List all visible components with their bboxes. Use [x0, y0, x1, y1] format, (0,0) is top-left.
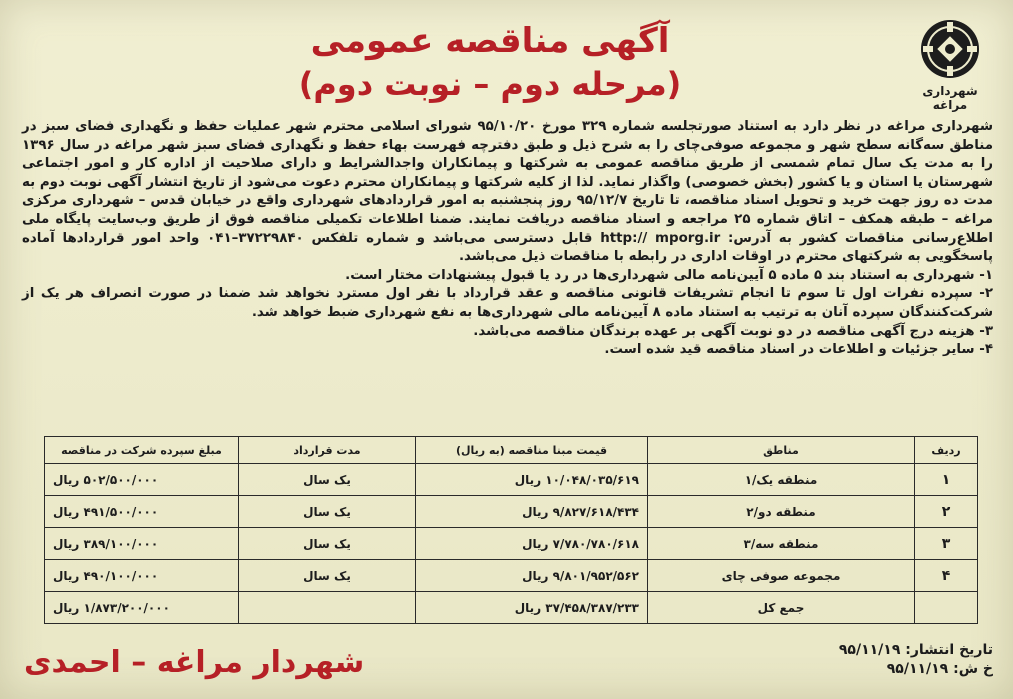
logo-caption: شهرداری مراغه — [922, 84, 978, 112]
header-price: قیمت مبنا مناقصه (به ریال) — [416, 437, 648, 464]
table-row — [45, 528, 978, 560]
cell-area: منطقه دو/۲ — [648, 496, 915, 528]
cell-area: مجموعه صوفی چای — [648, 560, 915, 592]
cell-deposit: ۴۹۰/۱۰۰/۰۰۰ ریال — [45, 560, 239, 592]
cell-idx-empty — [915, 592, 978, 624]
municipality-logo — [905, 18, 995, 113]
header-duration: مدت قرارداد — [239, 437, 416, 464]
cell-idx: ۳ — [915, 528, 978, 560]
notice-title: آگهی مناقصه عمومی — [310, 21, 670, 61]
intro-paragraph: شهرداری مراغه در نظر دارد به استناد صورتجلسه شماره ۳۲۹ مورخ ۹۵/۱۰/۲۰ شورای اسلامی محترم شهر عملیات حفظ و نگهداری فضای سبز در مناطق سه‌گانه سطح شهر و مجموعه صوفی‌چای را به شرح ذیل و طبق دفترچه فهرست بهاء حفظ و نگهداری فضای سبز شهر مراغه در سال ۱۳۹۶ را به مدت یک سال تمام شمسی از طریق مناقصه عمومی به شرکتها و پیمانکاران واجدالشرایط و دارای صلاحیت از اداره کار و امور اجتماعی شهرستان یا استان و یا کشور (بخش خصوصی) واگذار نماید. لذا از کلیه شرکتها و پیمانکاران محترم دعوت می‌شود از تاریخ انتشار آگهی نوبت دوم به مدت ده روز جهت خرید و تحویل اسناد مناقصه، تا تاریخ ۹۵/۱۲/۷ روز پنجشنبه به امور قراردادهای شهرداری واقع در خیابان قدس – شهرداری مرکزی مراغه – طبقه همکف – اتاق شماره ۲۵ مراجعه و اسناد مناقصه دریافت نمایند. ضمنا اطلاعات تکمیلی مناقصه فوق از طریق وب‌سایت پایگاه ملی اطلاع‌رسانی مناقصات کشور به آدرس: http:// mporg.ir قابل دسترسی می‌باشد و شماره تلفکس ۳۷۲۲۹۸۴۰–۰۴۱ واحد امور قراردادها آماده پاسخگویی به شرکتهای محترم در اوقات اداری در رابطه با مناقصات ذیل می‌باشد. — [22, 119, 994, 265]
cell-price: ۷/۷۸۰/۷۸۰/۶۱۸ ریال — [416, 528, 648, 560]
cell-idx: ۲ — [915, 496, 978, 528]
cell-duration: یک سال — [239, 496, 416, 528]
cell-duration: یک سال — [239, 528, 416, 560]
header-deposit: مبلغ سپرده شرکت در مناقصه — [45, 437, 239, 464]
cell-idx: ۴ — [915, 560, 978, 592]
publication-code: خ ش: ۹۵/۱۱/۱۹ — [886, 661, 993, 677]
cell-deposit: ۴۹۱/۵۰۰/۰۰۰ ریال — [45, 496, 239, 528]
condition-item-3: ۳- هزینه درج آگهی مناقصه در دو نوبت آگهی بر عهده برندگان مناقصه می‌باشد. — [473, 323, 993, 339]
notice-body — [22, 118, 993, 360]
mayor-signature: شهردار مراغه – احمدی — [24, 645, 365, 680]
table-row — [45, 560, 978, 592]
table-header-row — [45, 437, 978, 464]
header-area: مناطق — [648, 437, 915, 464]
maragheh-emblem-icon — [919, 18, 981, 80]
notice-subtitle: (مرحله دوم – نوبت دوم) — [298, 65, 682, 103]
publish-date: تاریخ انتشار: ۹۵/۱۱/۱۹ — [838, 642, 993, 658]
tender-table — [44, 436, 978, 624]
cell-duration: یک سال — [239, 464, 416, 496]
table-row — [45, 496, 978, 528]
condition-item-2: ۲- سپرده نفرات اول تا سوم تا انجام تشریفات قانونی مناقصه و عقد قرارداد با نفر اول مسترد نخواهد شد ضمنا در صورت انصراف هر یک از شرکت‌کنندگان سپرده آنان به ترتیب به استناد ماده ۸ آیین‌نامه مالی شهرداری‌ها به نفع شهرداری ضبط خواهد شد. — [22, 286, 993, 320]
cell-idx: ۱ — [915, 464, 978, 496]
cell-deposit: ۵۰۲/۵۰۰/۰۰۰ ریال — [45, 464, 239, 496]
cell-total-duration-empty — [239, 592, 416, 624]
cell-price: ۹/۸۰۱/۹۵۲/۵۶۲ ریال — [416, 560, 648, 592]
cell-area: منطقه یک/۱ — [648, 464, 915, 496]
condition-item-1: ۱- شهرداری به استناد بند ۵ ماده ۵ آیین‌نامه مالی شهرداری‌ها در رد یا قبول پیشنهادات مختار است. — [345, 267, 993, 283]
cell-deposit: ۳۸۹/۱۰۰/۰۰۰ ریال — [45, 528, 239, 560]
cell-total-price: ۳۷/۴۵۸/۳۸۷/۲۳۳ ریال — [416, 592, 648, 624]
cell-duration: یک سال — [239, 560, 416, 592]
footer-dates — [818, 641, 993, 679]
cell-area: منطقه سه/۳ — [648, 528, 915, 560]
condition-item-4: ۴- سایر جزئیات و اطلاعات در اسناد مناقصه قید شده است. — [604, 342, 993, 358]
header-idx: ردیف — [915, 437, 978, 464]
cell-price: ۹/۸۲۷/۶۱۸/۴۳۴ ریال — [416, 496, 648, 528]
table-row — [45, 464, 978, 496]
table-total-row — [45, 592, 978, 624]
cell-price: ۱۰/۰۴۸/۰۳۵/۶۱۹ ریال — [416, 464, 648, 496]
cell-total-deposit: ۱/۸۷۳/۲۰۰/۰۰۰ ریال — [45, 592, 239, 624]
cell-total-label: جمع کل — [648, 592, 915, 624]
